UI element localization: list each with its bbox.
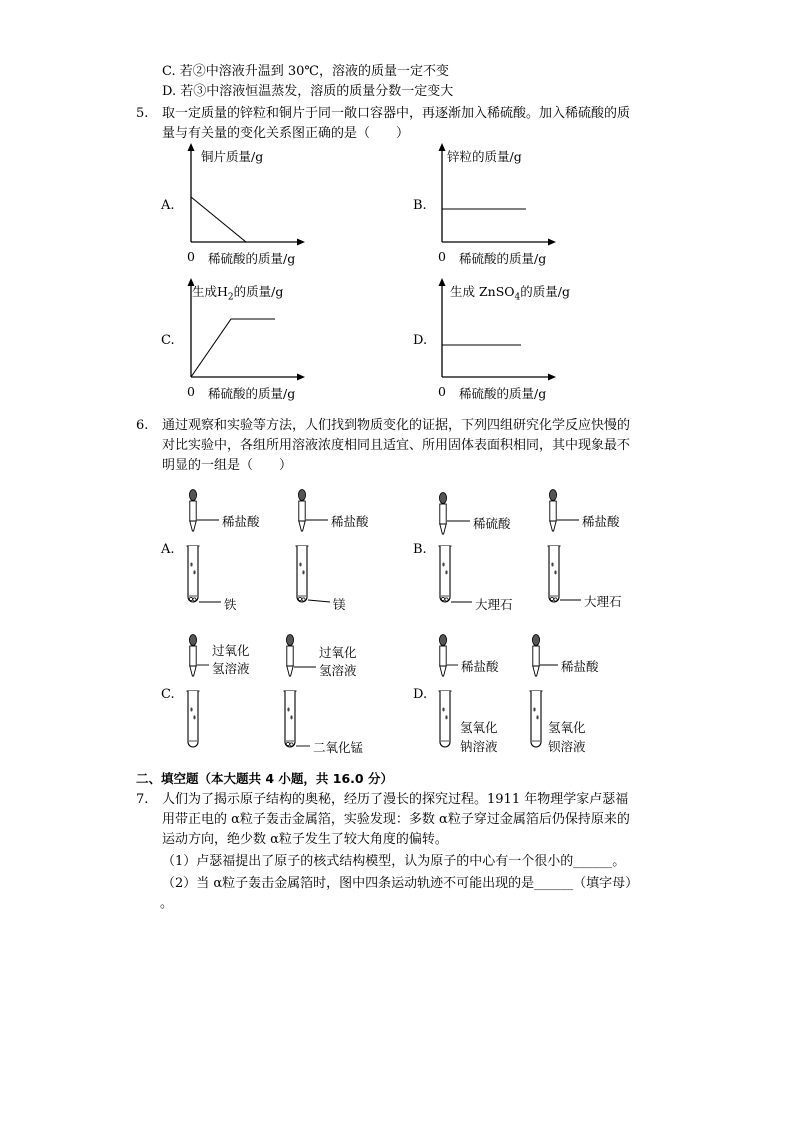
group-c-reagent2-l2: 氢溶液 xyxy=(319,663,357,678)
droplet-icon xyxy=(193,715,195,719)
group-d-reagent2: 稀盐酸 xyxy=(561,659,599,674)
dropper-tip-icon xyxy=(190,521,196,531)
dropper-bulb-icon xyxy=(189,635,196,646)
dropper-tip-icon xyxy=(440,666,446,676)
test-tube-icon xyxy=(297,546,307,602)
droplet-icon xyxy=(536,715,538,719)
group-c-reagent2-l1: 过氧化 xyxy=(319,645,357,660)
droplet-icon xyxy=(533,707,535,711)
dropper-barrel-icon xyxy=(190,501,196,521)
q7-stem-line2: 用带正电的 α粒子轰击金属箔，实验发现：多数 α粒子穿过金属箔后仍保持原来的 xyxy=(162,812,630,827)
q6-stem-line1: 通过观察和实验等方法，人们找到物质变化的证据，下列四组研究化学反应快慢的 xyxy=(162,418,631,433)
test-tube-icon xyxy=(285,691,295,747)
group-d-solid1-l1: 氢氧化 xyxy=(460,720,498,735)
dropper-barrel-icon xyxy=(287,646,293,666)
dropper-barrel-icon xyxy=(440,646,446,666)
q7-stem-line1: 人们为了揭示原子结构的奥秘，经历了漫长的探究过程。1911 年物理学家卢瑟福 xyxy=(162,792,629,807)
q5-option-d-label: D. xyxy=(413,333,428,348)
q6-option-c-label: C. xyxy=(161,687,175,702)
group-b-solid1: 大理石 xyxy=(475,597,513,612)
test-tube-icon xyxy=(188,691,198,747)
q6-stem-line3: 明显的一组是（ ） xyxy=(162,458,293,473)
q7-sub2: （2）当 α粒子轰击金属箔时，图中四条运动轨迹不可能出现的是______（填字母） xyxy=(162,876,639,891)
group-d-solid1-l2: 钠溶液 xyxy=(460,739,498,754)
group-b-reagent2: 稀盐酸 xyxy=(582,514,620,529)
dropper-barrel-icon xyxy=(533,646,539,666)
dropper-barrel-icon xyxy=(299,501,305,521)
dropper-tip-icon xyxy=(440,524,446,534)
chart-c-xlabel: 稀硫酸的质量/g xyxy=(208,386,296,401)
q6-option-a-label: A. xyxy=(161,542,175,557)
dropper-bulb-icon xyxy=(532,635,539,646)
q7-sub2-end: 。 xyxy=(160,896,174,911)
group-c-reagent1-l1: 过氧化 xyxy=(212,643,250,658)
droplet-icon xyxy=(287,707,289,711)
chart-c-origin: 0 xyxy=(187,384,195,399)
q5-stem-line1: 取一定质量的锌粒和铜片于同一敞口容器中，再逐渐加入稀硫酸。加入稀硫酸的质 xyxy=(162,106,631,121)
dropper-barrel-icon xyxy=(440,504,446,524)
section-2-heading: 二、填空题（本大题共 4 小题，共 16.0 分） xyxy=(136,771,393,786)
droplet-icon xyxy=(445,715,447,719)
q4-option-d: D. 若③中溶液恒温蒸发，溶质的质量分数一定变大 xyxy=(162,84,454,99)
droplet-icon xyxy=(193,570,195,574)
chart-d-origin: 0 xyxy=(438,384,446,399)
q5-number: 5. xyxy=(136,106,149,121)
test-tube-icon xyxy=(440,546,450,602)
dropper-bulb-icon xyxy=(286,635,293,646)
group-b-reagent1: 稀硫酸 xyxy=(473,516,511,531)
chart-a-xlabel: 稀硫酸的质量/g xyxy=(208,251,296,266)
q5-option-a-label: A. xyxy=(161,198,175,213)
dropper-bulb-icon xyxy=(549,490,556,501)
group-d-solid2-l1: 氢氧化 xyxy=(548,720,586,735)
group-a-solid1: 铁 xyxy=(224,597,237,612)
droplet-icon xyxy=(554,570,556,574)
chart-b-origin: 0 xyxy=(438,249,446,264)
dropper-tip-icon xyxy=(533,666,539,676)
q4-option-c: C. 若②中溶液升温到 30℃，溶液的质量一定不变 xyxy=(162,64,449,79)
dropper-tip-icon xyxy=(550,521,556,531)
dropper-tip-icon xyxy=(287,666,293,676)
dropper-bulb-icon xyxy=(439,635,446,646)
group-c-reagent1-l2: 氢溶液 xyxy=(212,661,250,676)
q5-stem-line2: 量与有关量的变化关系图正确的是（ ） xyxy=(162,126,410,141)
group-d-reagent1: 稀盐酸 xyxy=(461,659,499,674)
test-tube-icon xyxy=(549,546,559,602)
droplet-icon xyxy=(190,707,192,711)
q7-number: 7. xyxy=(136,792,149,807)
q6-option-b-label: B. xyxy=(413,542,427,557)
test-tube-icon xyxy=(440,691,450,747)
group-c-solid2: 二氧化锰 xyxy=(313,740,364,755)
group-a-reagent1: 稀盐酸 xyxy=(222,514,260,529)
q6-number: 6. xyxy=(136,418,149,433)
group-a-solid2: 镁 xyxy=(333,597,346,612)
droplet-icon xyxy=(445,570,447,574)
q6-stem-line2: 对比实验中，各组所用溶液浓度相同且适宜、所用固体表面积相同，其中现象最不 xyxy=(162,438,631,453)
droplet-icon xyxy=(442,562,444,566)
q7-sub1: （1）卢瑟福提出了原子的核式结构模型，认为原子的中心有一个很小的______。 xyxy=(162,854,626,869)
dropper-bulb-icon xyxy=(298,490,305,501)
chart-d-xlabel: 稀硫酸的质量/g xyxy=(459,386,547,401)
chart-b-ylabel: 锌粒的质量/g xyxy=(447,149,522,164)
dropper-tip-icon xyxy=(190,666,196,676)
group-b-solid2: 大理石 xyxy=(584,594,622,609)
q6-option-d-label: D. xyxy=(413,687,428,702)
droplet-icon xyxy=(190,562,192,566)
label-leader xyxy=(308,600,330,602)
dropper-barrel-icon xyxy=(550,501,556,521)
group-a-reagent2: 稀盐酸 xyxy=(331,514,369,529)
chart-c-ylabel: 生成$H_2$的质量/g xyxy=(192,284,284,303)
dropper-tip-icon xyxy=(299,521,305,531)
droplet-icon xyxy=(290,715,292,719)
q5-option-c-label: C. xyxy=(161,333,175,348)
chart-d-ylabel: 生成 ZnSO$_4$的质量/g xyxy=(450,284,570,303)
droplet-icon xyxy=(302,570,304,574)
dropper-barrel-icon xyxy=(190,646,196,666)
chart-b-xlabel: 稀硫酸的质量/g xyxy=(459,251,547,266)
q7-stem-line3: 运动方向，绝少数 α粒子发生了较大角度的偏转。 xyxy=(162,832,448,847)
chart-a-ylabel: 铜片质量/g xyxy=(201,149,264,164)
droplet-icon xyxy=(299,562,301,566)
test-tube-icon xyxy=(531,691,541,747)
droplet-icon xyxy=(442,707,444,711)
chart-a-origin: 0 xyxy=(187,249,195,264)
dropper-bulb-icon xyxy=(189,490,196,501)
test-tube-icon xyxy=(188,546,198,602)
dropper-bulb-icon xyxy=(439,493,446,504)
droplet-icon xyxy=(551,562,553,566)
q5-option-b-label: B. xyxy=(413,198,427,213)
group-d-solid2-l2: 钡溶液 xyxy=(548,739,586,754)
